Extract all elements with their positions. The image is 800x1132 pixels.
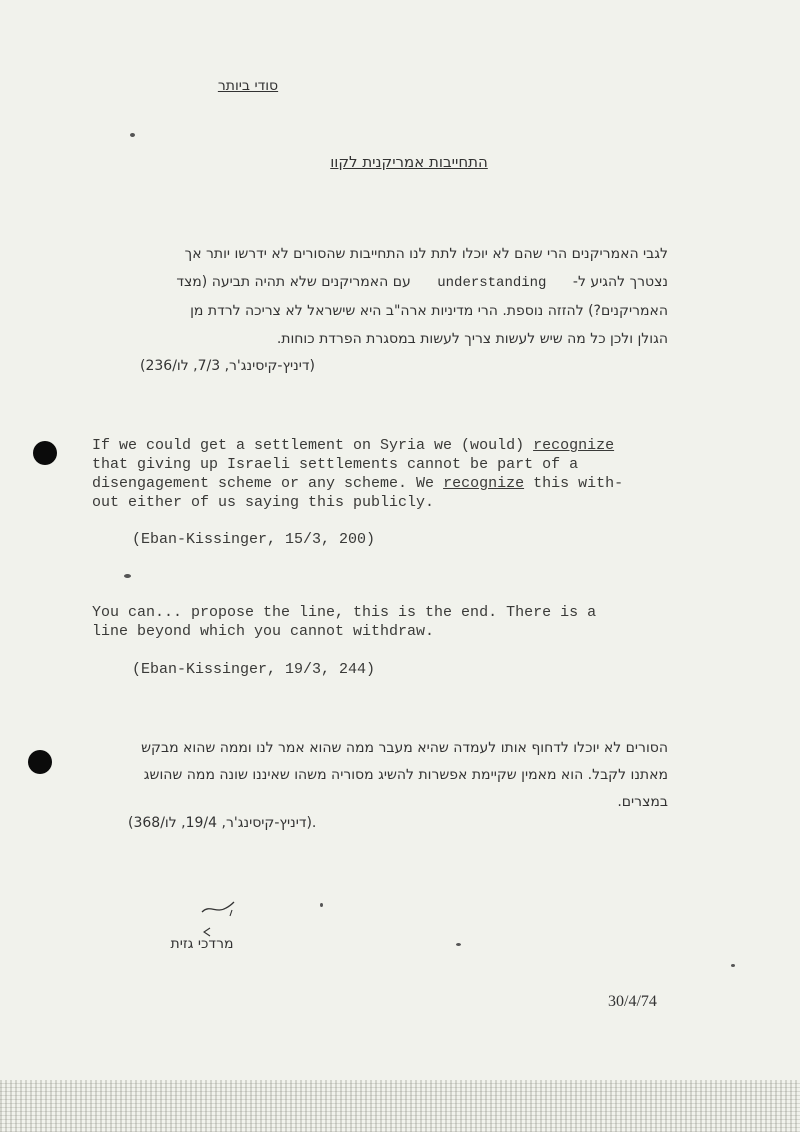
paragraph-2-line-3 [92, 474, 623, 493]
paragraph-1-line-4: הגולן ולכן כל מה שיש לעשות צריך לעשות במסגרת הפרדת כוחות. [276, 331, 668, 347]
citation-1: (דיניץ-קיסינג'ר, 7/3, לו/236) [140, 358, 316, 374]
paragraph-2-line-1 [92, 436, 614, 455]
paragraph-2-line-3-text: disengagement scheme or any scheme. We [92, 475, 444, 492]
speck [320, 903, 323, 907]
paragraph-4-line-1: הסורים לא יוכלו לדחוף אותו לעמדה שהיא מעבר ממה שהוא אמר לנו וממה שהוא מבקש [141, 740, 668, 756]
paragraph-3-line-1: You can... propose the line, this is the end. There is a [92, 604, 597, 621]
signatory-name: מרדכי גזית [170, 936, 234, 952]
paragraph-1-line-1: לגבי האמריקנים הרי שהם לא יוכלו לתת לנו התחייבות שהסורים לא ידרשו יותר אך [184, 246, 668, 262]
document-date: 30/4/74 [608, 993, 657, 1010]
document-title: התחייבות אמריקנית לקוו [330, 153, 488, 171]
paragraph-1 [96, 240, 668, 353]
speck [130, 133, 135, 137]
speck [731, 964, 735, 967]
punch-hole-top [33, 441, 57, 465]
citation-4: .(דיניץ-קיסינג'ר, 19/4, לו/368) [128, 815, 317, 831]
paragraph-2-line-2: that giving up Israeli settlements cannot be part of a [92, 456, 579, 473]
citation-2: (Eban-Kissinger, 15/3, 200) [132, 531, 376, 548]
paragraph-2-line-4: out either of us saying this publicly. [92, 494, 435, 511]
paragraph-4-line-2: מאתנו לקבל. הוא מאמין שקיימת אפשרות להשיג מסוריה משהו שאיננו שונה ממה שהושג [143, 767, 668, 783]
citation-3: (Eban-Kissinger, 19/3, 244) [132, 661, 376, 678]
paragraph-2-line-1-text: If we could get a settlement on Syria we (would) [92, 437, 534, 454]
punch-hole-bottom [28, 750, 52, 774]
recognize-underlined-2: recognize [443, 475, 525, 492]
classification-label: סודי ביותר [217, 78, 279, 94]
speck [124, 574, 131, 578]
recognize-underlined-1: recognize [533, 437, 615, 454]
paragraph-1-line-3: האמריקנים?) להזזה נוספת. הרי מדיניות ארה"ב היא שישראל לא צריכה לרדת מן [190, 303, 668, 319]
paragraph-1-line-2 [96, 268, 668, 297]
paragraph-3-line-2: line beyond which you cannot withdraw. [92, 623, 435, 640]
paragraph-4-line-3: במצרים. [617, 794, 668, 810]
speck [456, 943, 461, 946]
paragraph-1-line-2-pre: נצטרך להגיע ל- [572, 274, 668, 290]
paragraph-2-line-3-end: this with- [524, 475, 624, 492]
handwritten-signature [196, 898, 246, 938]
paragraph-1-line-2-en: understanding [437, 275, 547, 291]
paragraph-1-line-2-post: עם האמריקנים שלא תהיה תביעה (מצד [176, 274, 411, 290]
paragraph-4 [96, 735, 668, 816]
scan-noise-strip [0, 1080, 800, 1132]
